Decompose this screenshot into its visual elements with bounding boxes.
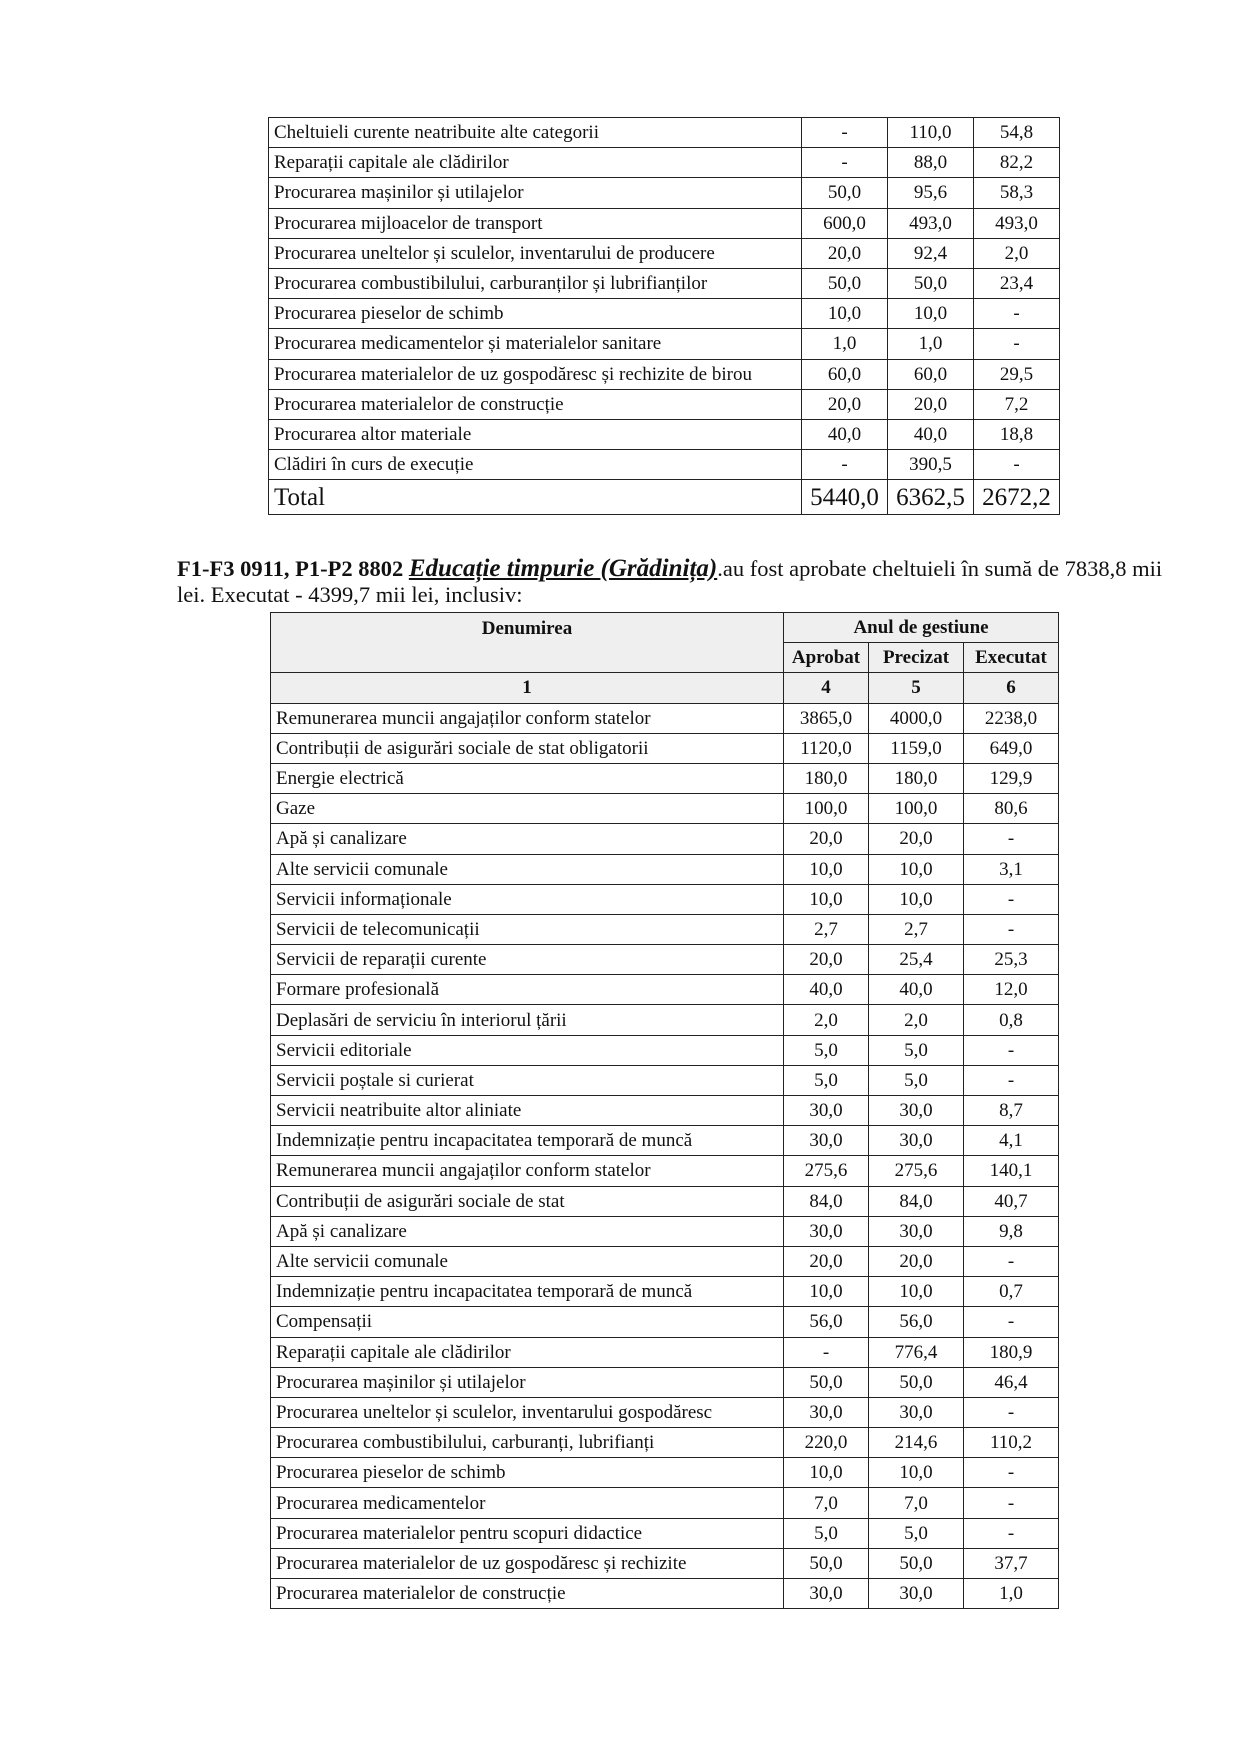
value-precizat: 30,0: [869, 1216, 964, 1246]
value-precizat: 20,0: [888, 389, 974, 419]
value-precizat: 10,0: [869, 884, 964, 914]
value-executat: 8,7: [964, 1096, 1059, 1126]
row-name: Contribuții de asigurări sociale de stat: [271, 1186, 784, 1216]
value-executat: 180,9: [964, 1337, 1059, 1367]
table-row: [271, 1186, 1059, 1216]
value-precizat: 776,4: [869, 1337, 964, 1367]
header-col-number: 4: [784, 673, 869, 703]
value-aprobat: 30,0: [784, 1579, 869, 1609]
value-precizat: 30,0: [869, 1397, 964, 1427]
section-code: F1-F3 0911, P1-P2 8802: [177, 556, 404, 581]
value-precizat: 88,0: [888, 148, 974, 178]
value-executat: 7,2: [974, 389, 1060, 419]
row-name: Servicii de reparații curente: [271, 945, 784, 975]
value-aprobat: 20,0: [784, 1246, 869, 1276]
table-row: [271, 1458, 1059, 1488]
row-name: Indemnizație pentru incapacitatea temporară de muncă: [271, 1277, 784, 1307]
table-row: [271, 975, 1059, 1005]
table-row: [271, 1488, 1059, 1518]
value-aprobat: 3865,0: [784, 703, 869, 733]
value-aprobat: 275,6: [784, 1156, 869, 1186]
table-row: [271, 1397, 1059, 1427]
value-executat: -: [964, 824, 1059, 854]
table-row: [271, 794, 1059, 824]
value-aprobat: 20,0: [784, 824, 869, 854]
row-name: Deplasări de serviciu în interiorul țării: [271, 1005, 784, 1035]
value-precizat: 25,4: [869, 945, 964, 975]
value-executat: -: [964, 1397, 1059, 1427]
value-precizat: 275,6: [869, 1156, 964, 1186]
total-executat: 2672,2: [974, 480, 1060, 515]
value-precizat: 390,5: [888, 450, 974, 480]
value-aprobat: 2,0: [784, 1005, 869, 1035]
table-row: [271, 1518, 1059, 1548]
row-name: Procurarea mașinilor și utilajelor: [269, 178, 802, 208]
value-executat: 40,7: [964, 1186, 1059, 1216]
table-row: [271, 1216, 1059, 1246]
table-row: [271, 1579, 1059, 1609]
value-aprobat: 30,0: [784, 1397, 869, 1427]
table-row: [271, 1277, 1059, 1307]
table2-body: [271, 703, 1059, 1609]
value-precizat: 10,0: [869, 854, 964, 884]
value-precizat: 100,0: [869, 794, 964, 824]
value-executat: -: [964, 1035, 1059, 1065]
value-executat: 37,7: [964, 1548, 1059, 1578]
row-name: Procurarea materialelor de uz gospodăresc și rechizite: [271, 1548, 784, 1578]
row-name: Cheltuieli curente neatribuite alte categorii: [269, 118, 802, 148]
row-name: Reparații capitale ale clădirilor: [271, 1337, 784, 1367]
value-executat: 29,5: [974, 359, 1060, 389]
row-name: Compensații: [271, 1307, 784, 1337]
row-name: Procurarea medicamentelor și materialelor sanitare: [269, 329, 802, 359]
value-executat: 1,0: [964, 1579, 1059, 1609]
row-name: Procurarea uneltelor și sculelor, inventarului de producere: [269, 238, 802, 268]
value-aprobat: 30,0: [784, 1126, 869, 1156]
value-executat: 129,9: [964, 763, 1059, 793]
row-name: Servicii de telecomunicații: [271, 914, 784, 944]
table-row: [271, 1548, 1059, 1578]
total-row: [269, 480, 1060, 515]
value-precizat: 20,0: [869, 824, 964, 854]
value-aprobat: 84,0: [784, 1186, 869, 1216]
table-row: [269, 268, 1060, 298]
table-row: [269, 118, 1060, 148]
value-executat: -: [964, 1307, 1059, 1337]
value-precizat: 30,0: [869, 1096, 964, 1126]
row-name: Procurarea medicamentelor: [271, 1488, 784, 1518]
value-precizat: 10,0: [888, 299, 974, 329]
value-executat: 82,2: [974, 148, 1060, 178]
value-aprobat: 60,0: [802, 359, 888, 389]
row-name: Clădiri în curs de execuție: [269, 450, 802, 480]
row-name: Servicii poștale si curierat: [271, 1065, 784, 1095]
row-name: Servicii neatribuite altor aliniate: [271, 1096, 784, 1126]
value-executat: -: [964, 1246, 1059, 1276]
value-aprobat: 56,0: [784, 1307, 869, 1337]
row-name: Procurarea uneltelor și sculelor, inventarului gospodăresc: [271, 1397, 784, 1427]
row-name: Alte servicii comunale: [271, 854, 784, 884]
total-label: Total: [269, 480, 802, 515]
value-aprobat: -: [802, 450, 888, 480]
expense-table-continued: [268, 117, 1060, 515]
value-precizat: 30,0: [869, 1579, 964, 1609]
value-precizat: 2,7: [869, 914, 964, 944]
table-row: [271, 854, 1059, 884]
value-aprobat: 10,0: [802, 299, 888, 329]
table-row: [271, 1126, 1059, 1156]
value-aprobat: -: [784, 1337, 869, 1367]
value-precizat: 20,0: [869, 1246, 964, 1276]
value-precizat: 5,0: [869, 1518, 964, 1548]
header-executat: Executat: [964, 643, 1059, 673]
value-executat: 493,0: [974, 208, 1060, 238]
value-aprobat: 10,0: [784, 1458, 869, 1488]
value-precizat: 4000,0: [869, 703, 964, 733]
value-executat: -: [974, 299, 1060, 329]
value-executat: 80,6: [964, 794, 1059, 824]
table-row: [271, 1337, 1059, 1367]
value-precizat: 2,0: [869, 1005, 964, 1035]
value-executat: 0,7: [964, 1277, 1059, 1307]
header-col-number: 1: [271, 673, 784, 703]
value-aprobat: 50,0: [802, 268, 888, 298]
table-row: [269, 178, 1060, 208]
value-aprobat: 180,0: [784, 763, 869, 793]
section-text: .au fost aprobate cheltuieli în sumă de 7838,8 mii lei. Executat - 4399,7 mii lei, inclusiv:: [177, 556, 1163, 607]
value-aprobat: 1,0: [802, 329, 888, 359]
value-precizat: 60,0: [888, 359, 974, 389]
row-name: Indemnizație pentru incapacitatea temporară de muncă: [271, 1126, 784, 1156]
row-name: Procurarea combustibilului, carburanți, lubrifianți: [271, 1428, 784, 1458]
value-executat: 9,8: [964, 1216, 1059, 1246]
value-aprobat: -: [802, 118, 888, 148]
table-row: [269, 329, 1060, 359]
table-row: [271, 1428, 1059, 1458]
value-aprobat: 1120,0: [784, 733, 869, 763]
row-name: Procurarea pieselor de schimb: [269, 299, 802, 329]
row-name: Procurarea materialelor pentru scopuri didactice: [271, 1518, 784, 1548]
value-precizat: 493,0: [888, 208, 974, 238]
value-executat: -: [964, 1488, 1059, 1518]
value-aprobat: 10,0: [784, 854, 869, 884]
header-col-number: 5: [869, 673, 964, 703]
table-row: [269, 389, 1060, 419]
value-aprobat: 40,0: [802, 419, 888, 449]
header-denumirea: Denumirea: [271, 613, 784, 673]
value-executat: 2,0: [974, 238, 1060, 268]
value-precizat: 10,0: [869, 1277, 964, 1307]
value-aprobat: 5,0: [784, 1035, 869, 1065]
header-aprobat: Aprobat: [784, 643, 869, 673]
value-aprobat: 100,0: [784, 794, 869, 824]
total-precizat: 6362,5: [888, 480, 974, 515]
table-row: [271, 824, 1059, 854]
table-row: [269, 450, 1060, 480]
table-row: [269, 299, 1060, 329]
table-row: [269, 208, 1060, 238]
row-name: Procurarea materialelor de construcție: [269, 389, 802, 419]
table-row: [271, 1096, 1059, 1126]
value-executat: -: [964, 1065, 1059, 1095]
table1-body: [269, 118, 1060, 515]
table-row: [271, 945, 1059, 975]
row-name: Reparații capitale ale clădirilor: [269, 148, 802, 178]
value-executat: -: [964, 914, 1059, 944]
value-executat: -: [964, 1518, 1059, 1548]
table-row: [271, 1005, 1059, 1035]
value-precizat: 1,0: [888, 329, 974, 359]
value-precizat: 50,0: [869, 1548, 964, 1578]
value-executat: -: [974, 450, 1060, 480]
value-executat: 23,4: [974, 268, 1060, 298]
row-name: Procurarea materialelor de construcție: [271, 1579, 784, 1609]
value-precizat: 40,0: [888, 419, 974, 449]
value-executat: -: [974, 329, 1060, 359]
value-precizat: 95,6: [888, 178, 974, 208]
value-executat: 649,0: [964, 733, 1059, 763]
header-col-number: 6: [964, 673, 1059, 703]
value-executat: 2238,0: [964, 703, 1059, 733]
value-precizat: 5,0: [869, 1035, 964, 1065]
value-precizat: 214,6: [869, 1428, 964, 1458]
value-precizat: 1159,0: [869, 733, 964, 763]
value-aprobat: -: [802, 148, 888, 178]
value-aprobat: 5,0: [784, 1518, 869, 1548]
value-executat: -: [964, 884, 1059, 914]
value-aprobat: 10,0: [784, 884, 869, 914]
table-row: [271, 914, 1059, 944]
row-name: Apă și canalizare: [271, 824, 784, 854]
value-executat: 12,0: [964, 975, 1059, 1005]
table-row: [271, 733, 1059, 763]
value-aprobat: 30,0: [784, 1096, 869, 1126]
section-title: Educație timpurie (Grădinița): [408, 555, 718, 582]
value-precizat: 84,0: [869, 1186, 964, 1216]
value-aprobat: 600,0: [802, 208, 888, 238]
row-name: Alte servicii comunale: [271, 1246, 784, 1276]
value-executat: 140,1: [964, 1156, 1059, 1186]
table-row: [271, 763, 1059, 793]
value-precizat: 30,0: [869, 1126, 964, 1156]
value-executat: 18,8: [974, 419, 1060, 449]
value-precizat: 40,0: [869, 975, 964, 1005]
row-name: Energie electrică: [271, 763, 784, 793]
value-precizat: 110,0: [888, 118, 974, 148]
value-aprobat: 10,0: [784, 1277, 869, 1307]
value-aprobat: 40,0: [784, 975, 869, 1005]
value-precizat: 180,0: [869, 763, 964, 793]
table-row: [271, 884, 1059, 914]
table-row: [269, 359, 1060, 389]
row-name: Procurarea mijloacelor de transport: [269, 208, 802, 238]
total-aprobat: 5440,0: [802, 480, 888, 515]
value-precizat: 56,0: [869, 1307, 964, 1337]
value-executat: 46,4: [964, 1367, 1059, 1397]
value-aprobat: 2,7: [784, 914, 869, 944]
row-name: Procurarea materialelor de uz gospodăresc și rechizite de birou: [269, 359, 802, 389]
value-executat: 4,1: [964, 1126, 1059, 1156]
value-aprobat: 50,0: [784, 1367, 869, 1397]
row-name: Gaze: [271, 794, 784, 824]
section-paragraph: [177, 556, 1167, 608]
kindergarten-expense-table: [270, 612, 1059, 1609]
value-aprobat: 30,0: [784, 1216, 869, 1246]
row-name: Servicii editoriale: [271, 1035, 784, 1065]
row-name: Procurarea pieselor de schimb: [271, 1458, 784, 1488]
row-name: Formare profesională: [271, 975, 784, 1005]
value-precizat: 7,0: [869, 1488, 964, 1518]
table-row: [271, 1035, 1059, 1065]
table2-header: [271, 613, 1059, 704]
table-row: [271, 703, 1059, 733]
table-row: [271, 1246, 1059, 1276]
row-name: Procurarea altor materiale: [269, 419, 802, 449]
value-executat: 54,8: [974, 118, 1060, 148]
row-name: Servicii informaționale: [271, 884, 784, 914]
value-precizat: 10,0: [869, 1458, 964, 1488]
row-name: Procurarea mașinilor și utilajelor: [271, 1367, 784, 1397]
value-aprobat: 20,0: [784, 945, 869, 975]
value-aprobat: 220,0: [784, 1428, 869, 1458]
table-row: [271, 1156, 1059, 1186]
value-executat: 3,1: [964, 854, 1059, 884]
value-aprobat: 5,0: [784, 1065, 869, 1095]
value-precizat: 92,4: [888, 238, 974, 268]
value-executat: 58,3: [974, 178, 1060, 208]
value-aprobat: 50,0: [802, 178, 888, 208]
table-row: [271, 1307, 1059, 1337]
value-precizat: 50,0: [869, 1367, 964, 1397]
table-row: [271, 1065, 1059, 1095]
row-name: Contribuții de asigurări sociale de stat obligatorii: [271, 733, 784, 763]
value-executat: 110,2: [964, 1428, 1059, 1458]
value-executat: 25,3: [964, 945, 1059, 975]
row-name: Apă și canalizare: [271, 1216, 784, 1246]
value-executat: -: [964, 1458, 1059, 1488]
value-executat: 0,8: [964, 1005, 1059, 1035]
value-aprobat: 20,0: [802, 238, 888, 268]
row-name: Remunerarea muncii angajaților conform statelor: [271, 703, 784, 733]
row-name: Procurarea combustibilului, carburanților și lubrifianților: [269, 268, 802, 298]
header-precizat: Precizat: [869, 643, 964, 673]
value-aprobat: 7,0: [784, 1488, 869, 1518]
value-precizat: 50,0: [888, 268, 974, 298]
value-precizat: 5,0: [869, 1065, 964, 1095]
table-row: [271, 1367, 1059, 1397]
table-row: [269, 238, 1060, 268]
row-name: Remunerarea muncii angajaților conform statelor: [271, 1156, 784, 1186]
header-anul-de-gestiune: Anul de gestiune: [784, 613, 1059, 643]
table-row: [269, 148, 1060, 178]
value-aprobat: 20,0: [802, 389, 888, 419]
value-aprobat: 50,0: [784, 1548, 869, 1578]
table-row: [269, 419, 1060, 449]
